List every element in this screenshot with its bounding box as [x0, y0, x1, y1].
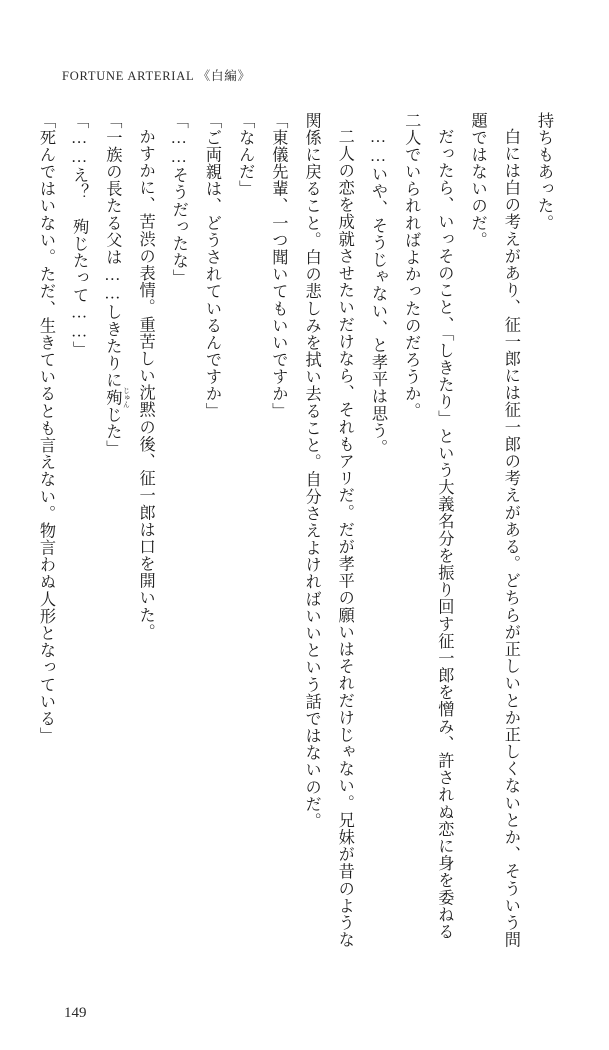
dialogue-line: 「東儀先輩、一つ聞いてもいいですか」	[269, 112, 288, 420]
dialogue-line: 「……そうだったな」	[169, 112, 188, 287]
paragraph: 二人の恋を成就させたいだけなら、それもアリだ。だが孝平の願いはそれだけじゃない。兄妹が昔のような関係に戻ること。白の悲しみを拭い去ること。自分さえよければいいという話ではないのだ。	[302, 112, 354, 949]
paragraph: 白には白の考えがあり、征一郎には征一郎の考えがある。どちらが正しいとか正しくないとか、そういう問題ではないのだ。	[468, 112, 520, 949]
dialogue-line: 「……え？ 殉じたって……」	[70, 112, 89, 359]
page-body-text	[36, 112, 560, 952]
running-head: FORTUNE ARTERIAL 《白編》	[62, 69, 251, 83]
page-number: 149	[64, 1005, 87, 1021]
paragraph: かすかに、苦渋の表情。重苦しい沈黙の後、征一郎は口を開いた。	[136, 128, 155, 641]
paragraph: 持ちもあった。	[535, 112, 553, 232]
dialogue-text-before-ruby: 「一族の長たる父は……しきたりに	[103, 112, 122, 390]
dialogue-line: 「死んではいない。ただ、生きているとも言えない。物言わぬ人形となっている」	[36, 112, 55, 745]
ruby-annotation	[103, 387, 129, 409]
ruby-base: 殉	[103, 387, 122, 409]
paragraph: だったら、いっそのこと、「しきたり」という大義名分を振り回す征一郎を憎み、許されぬ恋に身を委ねる二人でいられればよかったのだろうか。	[402, 112, 454, 941]
ruby-reading: じゅん	[121, 387, 129, 409]
dialogue-text-after-ruby: じた」	[103, 406, 122, 458]
paragraph: ……いや、そうじゃない、と孝平は思う。	[368, 128, 387, 457]
dialogue-line: 「なんだ」	[236, 112, 255, 198]
dialogue-line: 「ご両親は、どうされているんですか」	[202, 112, 221, 420]
dialogue-line-with-ruby	[95, 112, 128, 952]
